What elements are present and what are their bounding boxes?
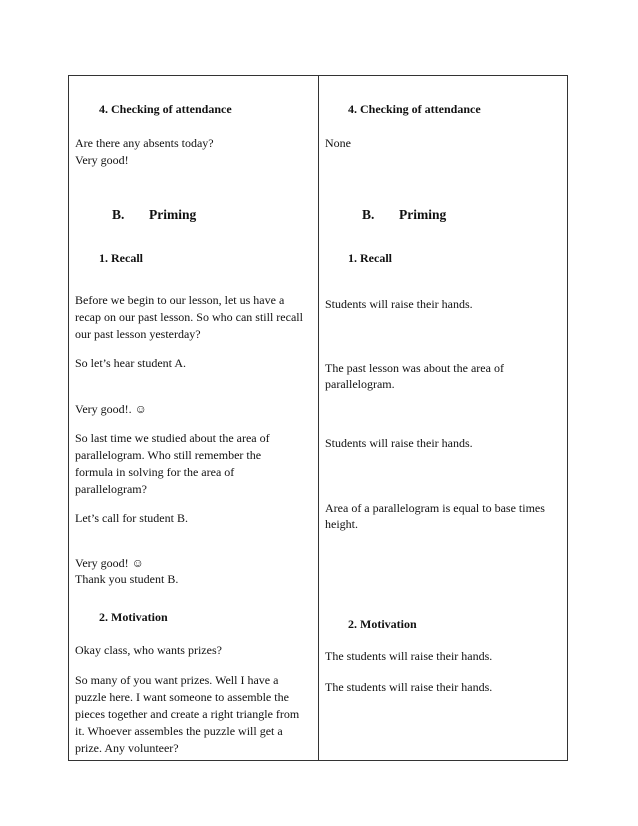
student-priming-letter: B. — [362, 207, 375, 222]
teacher-priming-letter: B. — [112, 207, 125, 222]
student-past-lesson-line: parallelogram. — [325, 377, 395, 391]
teacher-puzzle-line: prize. Any volunteer? — [75, 741, 179, 755]
teacher-thank-student-b: Thank you student B. — [75, 572, 179, 586]
teacher-recall-line: Before we begin to our lesson, let us have a — [75, 293, 285, 307]
teacher-attendance-heading: 4. Checking of attendance — [99, 102, 232, 116]
teacher-recall-line: recap on our past lesson. So who can still recall — [75, 310, 303, 324]
teacher-puzzle-line: So many of you want prizes. Well I have a — [75, 673, 279, 687]
student-attendance-answer: None — [325, 136, 351, 150]
teacher-last-time-line: parallelogram? — [75, 482, 147, 496]
teacher-motivation-heading: 2. Motivation — [99, 610, 168, 624]
teacher-recall-line: our past lesson yesterday? — [75, 327, 201, 341]
teacher-attendance-question: Are there any absents today? — [75, 136, 214, 150]
student-raise-hands: Students will raise their hands. — [325, 436, 473, 450]
student-recall-heading: 1. Recall — [348, 251, 392, 265]
teacher-call-student-b: Let’s call for student B. — [75, 511, 188, 525]
teacher-very-good: Very good!. ☺ — [75, 402, 147, 416]
teacher-hear-student-a: So let’s hear student A. — [75, 356, 186, 370]
student-priming-label: Priming — [399, 207, 447, 222]
teacher-puzzle-line: pieces together and create a right triangle from — [75, 707, 300, 721]
student-raise-hands: Students will raise their hands. — [325, 297, 473, 311]
teacher-priming-label: Priming — [149, 207, 197, 222]
teacher-recall-heading: 1. Recall — [99, 251, 143, 265]
teacher-prizes-question: Okay class, who wants prizes? — [75, 643, 222, 657]
teacher-last-time-line: So last time we studied about the area of — [75, 431, 270, 445]
student-motivation-heading: 2. Motivation — [348, 617, 417, 631]
student-attendance-heading: 4. Checking of attendance — [348, 102, 481, 116]
teacher-last-time-line: parallelogram. Who still remember the — [75, 448, 262, 462]
teacher-attendance-praise: Very good! — [75, 153, 129, 167]
student-raise-hands: The students will raise their hands. — [325, 680, 493, 694]
student-formula-line: Area of a parallelogram is equal to base times — [325, 501, 545, 515]
lesson-plan-table — [68, 75, 568, 761]
teacher-very-good-2: Very good! ☺ — [75, 556, 144, 570]
student-raise-hands: The students will raise their hands. — [325, 649, 493, 663]
teacher-last-time-line: formula in solving for the area of — [75, 465, 235, 479]
student-formula-line: height. — [325, 517, 358, 531]
column-divider — [318, 76, 319, 760]
student-past-lesson-line: The past lesson was about the area of — [325, 361, 504, 375]
teacher-puzzle-line: it. Whoever assembles the puzzle will get a — [75, 724, 283, 738]
teacher-puzzle-line: puzzle here. I want someone to assemble the — [75, 690, 289, 704]
